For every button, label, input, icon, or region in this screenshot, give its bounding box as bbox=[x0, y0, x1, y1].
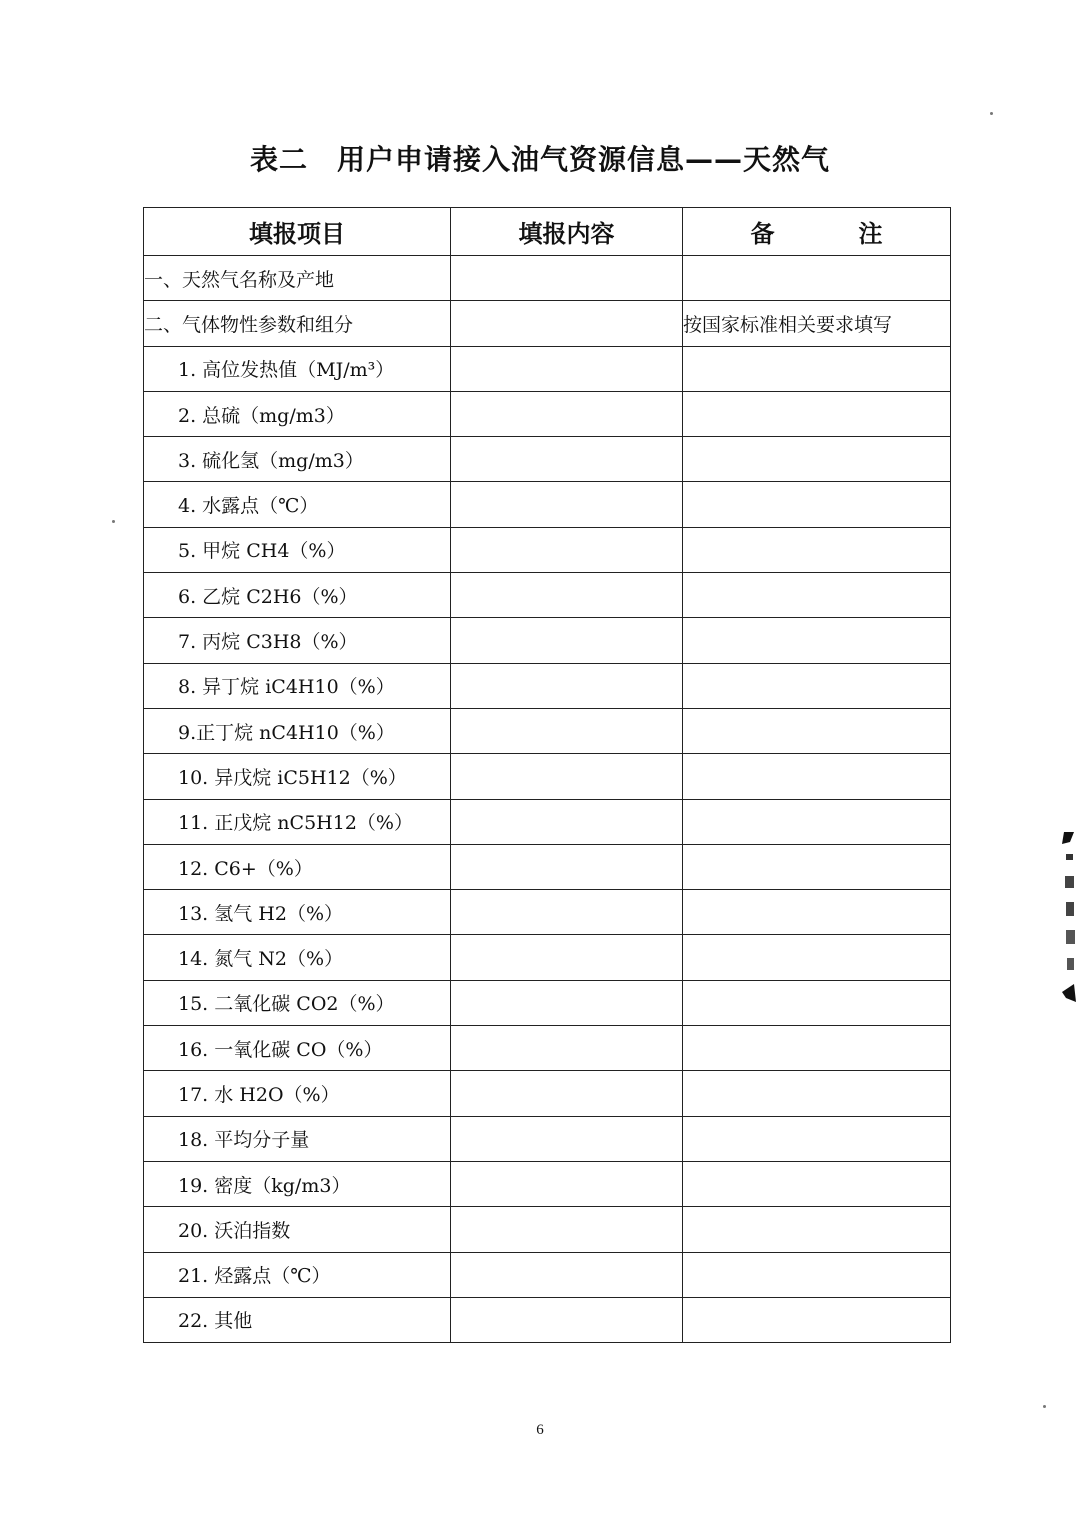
row-item-label: 1. 高位发热值（MJ/m³） bbox=[144, 346, 451, 391]
binding-edge-mark bbox=[1062, 832, 1080, 1002]
row-content-cell[interactable] bbox=[451, 256, 683, 301]
row-item-label: 4. 水露点（℃） bbox=[144, 482, 451, 527]
row-item-label: 3. 硫化氢（mg/m3） bbox=[144, 437, 451, 482]
row-content-cell[interactable] bbox=[451, 980, 683, 1025]
row-item-label: 2. 总硫（mg/m3） bbox=[144, 391, 451, 436]
row-content-cell[interactable] bbox=[451, 1026, 683, 1071]
row-item-label: 8. 异丁烷 iC4H10（%） bbox=[144, 663, 451, 708]
row-note-cell bbox=[683, 1026, 951, 1071]
table-row bbox=[144, 256, 951, 301]
table-row bbox=[144, 346, 951, 391]
row-content-cell[interactable] bbox=[451, 573, 683, 618]
row-note-cell bbox=[683, 482, 951, 527]
row-item-label: 19. 密度（kg/m3） bbox=[144, 1161, 451, 1206]
table-row bbox=[144, 482, 951, 527]
row-note-cell bbox=[683, 618, 951, 663]
row-item-label: 14. 氮气 N2（%） bbox=[144, 935, 451, 980]
header-note: 备 注 bbox=[683, 208, 951, 256]
row-note-cell bbox=[683, 799, 951, 844]
row-note-cell bbox=[683, 1071, 951, 1116]
row-item-label: 17. 水 H2O（%） bbox=[144, 1071, 451, 1116]
table-row bbox=[144, 437, 951, 482]
table-row bbox=[144, 890, 951, 935]
row-item-label: 18. 平均分子量 bbox=[144, 1116, 451, 1161]
row-note-cell bbox=[683, 663, 951, 708]
row-item-label: 15. 二氧化碳 CO2（%） bbox=[144, 980, 451, 1025]
table-row bbox=[144, 618, 951, 663]
row-note-cell bbox=[683, 1161, 951, 1206]
row-content-cell[interactable] bbox=[451, 1252, 683, 1297]
row-content-cell[interactable] bbox=[451, 935, 683, 980]
table-row bbox=[144, 1252, 951, 1297]
table-row bbox=[144, 799, 951, 844]
page-title: 表二 用户申请接入油气资源信息——天然气 bbox=[249, 143, 830, 176]
row-content-cell[interactable] bbox=[451, 1207, 683, 1252]
row-item-label: 一、天然气名称及产地 bbox=[144, 256, 451, 301]
table-row bbox=[144, 935, 951, 980]
scan-speck bbox=[112, 520, 115, 523]
row-content-cell[interactable] bbox=[451, 437, 683, 482]
scan-speck bbox=[990, 112, 993, 115]
row-content-cell[interactable] bbox=[451, 1297, 683, 1342]
row-content-cell[interactable] bbox=[451, 663, 683, 708]
scan-speck bbox=[1043, 1405, 1046, 1408]
table-row bbox=[144, 1071, 951, 1116]
table-row bbox=[144, 573, 951, 618]
row-content-cell[interactable] bbox=[451, 1116, 683, 1161]
table-row bbox=[144, 980, 951, 1025]
row-note-cell bbox=[683, 754, 951, 799]
row-item-label: 11. 正戊烷 nC5H12（%） bbox=[144, 799, 451, 844]
table-header-row bbox=[144, 208, 951, 256]
row-content-cell[interactable] bbox=[451, 799, 683, 844]
row-content-cell[interactable] bbox=[451, 708, 683, 753]
table-row bbox=[144, 1161, 951, 1206]
row-content-cell[interactable] bbox=[451, 844, 683, 889]
row-note-cell bbox=[683, 1297, 951, 1342]
table-row bbox=[144, 663, 951, 708]
row-item-label: 7. 丙烷 C3H8（%） bbox=[144, 618, 451, 663]
row-content-cell[interactable] bbox=[451, 618, 683, 663]
row-content-cell[interactable] bbox=[451, 754, 683, 799]
row-item-label: 22. 其他 bbox=[144, 1297, 451, 1342]
row-content-cell[interactable] bbox=[451, 890, 683, 935]
table-body bbox=[144, 256, 951, 1343]
row-note-cell bbox=[683, 844, 951, 889]
row-item-label: 21. 烃露点（℃） bbox=[144, 1252, 451, 1297]
row-note-cell bbox=[683, 1207, 951, 1252]
row-note-cell bbox=[683, 980, 951, 1025]
table-row bbox=[144, 844, 951, 889]
row-note-cell bbox=[683, 1252, 951, 1297]
row-note-cell bbox=[683, 1116, 951, 1161]
table-row bbox=[144, 708, 951, 753]
gas-info-table bbox=[143, 207, 951, 1343]
row-note-cell bbox=[683, 890, 951, 935]
row-item-label: 5. 甲烷 CH4（%） bbox=[144, 527, 451, 572]
table-row bbox=[144, 754, 951, 799]
row-note-cell bbox=[683, 256, 951, 301]
row-note-cell bbox=[683, 346, 951, 391]
row-item-label: 20. 沃泊指数 bbox=[144, 1207, 451, 1252]
row-item-label: 6. 乙烷 C2H6（%） bbox=[144, 573, 451, 618]
table-row bbox=[144, 1026, 951, 1071]
header-content: 填报内容 bbox=[451, 208, 683, 256]
row-item-label: 10. 异戊烷 iC5H12（%） bbox=[144, 754, 451, 799]
row-note-cell bbox=[683, 573, 951, 618]
row-content-cell[interactable] bbox=[451, 301, 683, 346]
row-content-cell[interactable] bbox=[451, 527, 683, 572]
header-item: 填报项目 bbox=[144, 208, 451, 256]
row-note-cell bbox=[683, 437, 951, 482]
row-content-cell[interactable] bbox=[451, 1161, 683, 1206]
table-row bbox=[144, 1207, 951, 1252]
row-item-label: 13. 氢气 H2（%） bbox=[144, 890, 451, 935]
page-number: 6 bbox=[536, 1422, 544, 1438]
row-note-cell bbox=[683, 708, 951, 753]
table-row bbox=[144, 527, 951, 572]
row-content-cell[interactable] bbox=[451, 391, 683, 436]
row-item-label: 16. 一氧化碳 CO（%） bbox=[144, 1026, 451, 1071]
row-note-cell bbox=[683, 935, 951, 980]
row-content-cell[interactable] bbox=[451, 1071, 683, 1116]
row-item-label: 9.正丁烷 nC4H10（%） bbox=[144, 708, 451, 753]
row-content-cell[interactable] bbox=[451, 346, 683, 391]
table-row bbox=[144, 301, 951, 346]
row-content-cell[interactable] bbox=[451, 482, 683, 527]
row-note-cell: 按国家标准相关要求填写 bbox=[683, 301, 951, 346]
row-item-label: 12. C6+（%） bbox=[144, 844, 451, 889]
table-row bbox=[144, 1297, 951, 1342]
row-note-cell bbox=[683, 391, 951, 436]
table-row bbox=[144, 391, 951, 436]
table-row bbox=[144, 1116, 951, 1161]
row-item-label: 二、气体物性参数和组分 bbox=[144, 301, 451, 346]
row-note-cell bbox=[683, 527, 951, 572]
